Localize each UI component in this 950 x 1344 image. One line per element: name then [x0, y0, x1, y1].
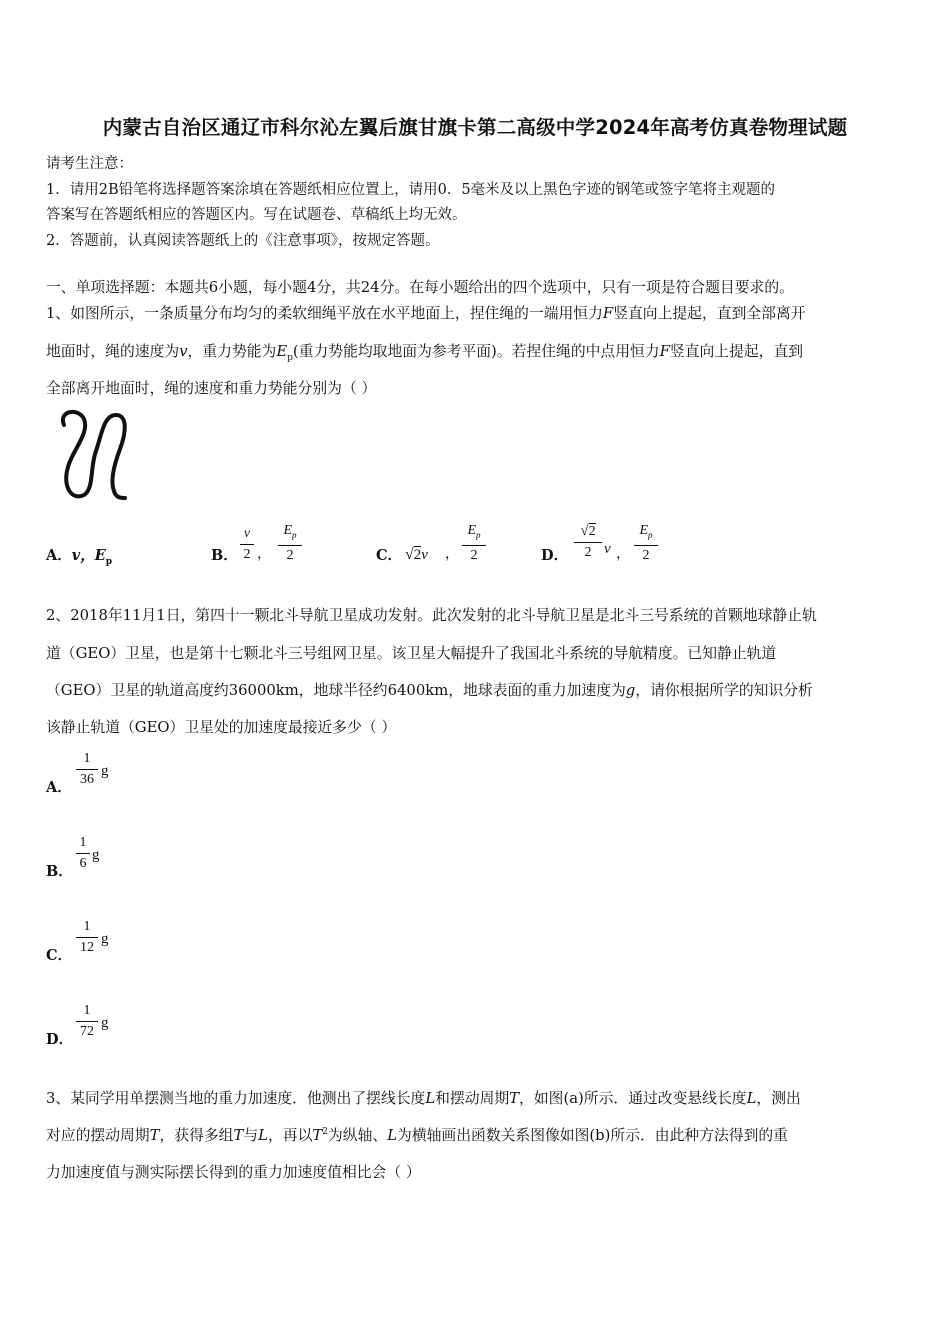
q2-option-a-unit: g [101, 763, 109, 779]
q1-option-b-frac-e: $E_p$ 2 [278, 522, 302, 565]
q2-option-d-frac: 1 72 [76, 1002, 98, 1041]
q2-line-2: 道（GEO）卫星，也是第十七颗北斗三号组网卫星。该卫星大幅提升了我国北斗系统的导航精度。已知静止轨道 [46, 645, 777, 662]
q3-line-3: 力加速度值与测实际摆长得到的重力加速度值相比会（ ） [46, 1164, 421, 1181]
q1-line-2: 地面时，绳的速度为v，重力势能为$E_p$(重力势能均取地面为参考平面)。若捏住绳的中点用恒力F竖直向上提起，直到 [46, 343, 804, 363]
q2-option-c-frac: 1 12 [76, 918, 98, 957]
q1-option-c-comma: ， [445, 546, 459, 562]
q1-option-d-frac-e: $E_p$ 2 [634, 522, 658, 565]
q1-option-d-comma: ， [616, 546, 630, 562]
q2-option-b-label[interactable]: B． [46, 863, 73, 880]
q1-option-b-comma: ， [257, 546, 271, 562]
notice-header: 请考生注意： [46, 156, 133, 172]
q1-option-c-frac-e: $E_p$ 2 [462, 522, 486, 565]
q1-option-b-frac-v: v 2 [240, 525, 254, 564]
q1-option-c-sqrt: √2v [405, 546, 428, 563]
q2-option-d-label[interactable]: D． [46, 1031, 74, 1048]
notice-line-2: 答案写在答题纸相应的答题区内。写在试题卷、草稿纸上均无效。 [46, 207, 467, 223]
q2-line-3: （GEO）卫星的轨道高度约36000km，地球半径约6400km，地球表面的重力加速度为g，请你根据所学的知识分析 [46, 682, 813, 699]
q2-option-a-label[interactable]: A． [46, 779, 72, 796]
q1-option-c-label[interactable]: C． [376, 547, 403, 564]
q1-option-b-label[interactable]: B． [211, 547, 238, 564]
notice-line-1: 1．请用2B铅笔将选择题答案涂填在答题纸相应位置上，请用0．5毫米及以上黑色字迹的钢笔或签字笔将主观题的 [46, 182, 776, 198]
q2-option-b-unit: g [92, 847, 100, 863]
q2-option-d-unit: g [101, 1015, 109, 1031]
q2-option-c-label[interactable]: C． [46, 947, 73, 964]
rope-figure [50, 405, 135, 505]
q1-option-d-frac-sqrt: √2 2 [574, 522, 602, 562]
q1-option-a[interactable]: A．v，$E_p$ [46, 547, 113, 567]
q3-line-2: 对应的摆动周期T，获得多组T与L，再以$T^2$为纵轴、L为横轴画出函数关系图像如图(b)所示．由此种方法得到的重 [46, 1127, 788, 1144]
notice-line-3: 2．答题前，认真阅读答题纸上的《注意事项》，按规定答题。 [46, 233, 440, 249]
q2-option-a-frac: 1 36 [76, 750, 98, 789]
q1-option-d-v: v [604, 541, 611, 557]
q2-line-4: 该静止轨道（GEO）卫星处的加速度最接近多少（ ） [46, 719, 397, 736]
page-title: 内蒙古自治区通辽市科尔沁左翼后旗甘旗卡第二高级中学2024年高考仿真卷物理试题 [102, 116, 848, 139]
q1-line-3: 全部离开地面时，绳的速度和重力势能分别为（ ） [46, 380, 377, 397]
q2-option-c-unit: g [101, 931, 109, 947]
q2-line-1: 2、2018年11月1日，第四十一颗北斗导航卫星成功发射。此次发射的北斗导航卫星是北斗三号系统的首颗地球静止轨 [46, 607, 817, 624]
q1-option-d-label[interactable]: D． [541, 547, 569, 564]
q2-option-b-frac: 1 6 [76, 834, 90, 873]
section-heading: 一、单项选择题：本题共6小题，每小题4分，共24分。在每小题给出的四个选项中，只有一项是符合题目要求的。 [46, 279, 794, 296]
q3-line-1: 3、某同学用单摆测当地的重力加速度．他测出了摆线长度L和摆动周期T，如图(a)所示．通过改变悬线长度L，测出 [46, 1090, 801, 1107]
q1-line-1: 1、如图所示，一条质量分布均匀的柔软细绳平放在水平地面上，捏住绳的一端用恒力F竖直向上提起，直到全部离开 [46, 305, 806, 322]
